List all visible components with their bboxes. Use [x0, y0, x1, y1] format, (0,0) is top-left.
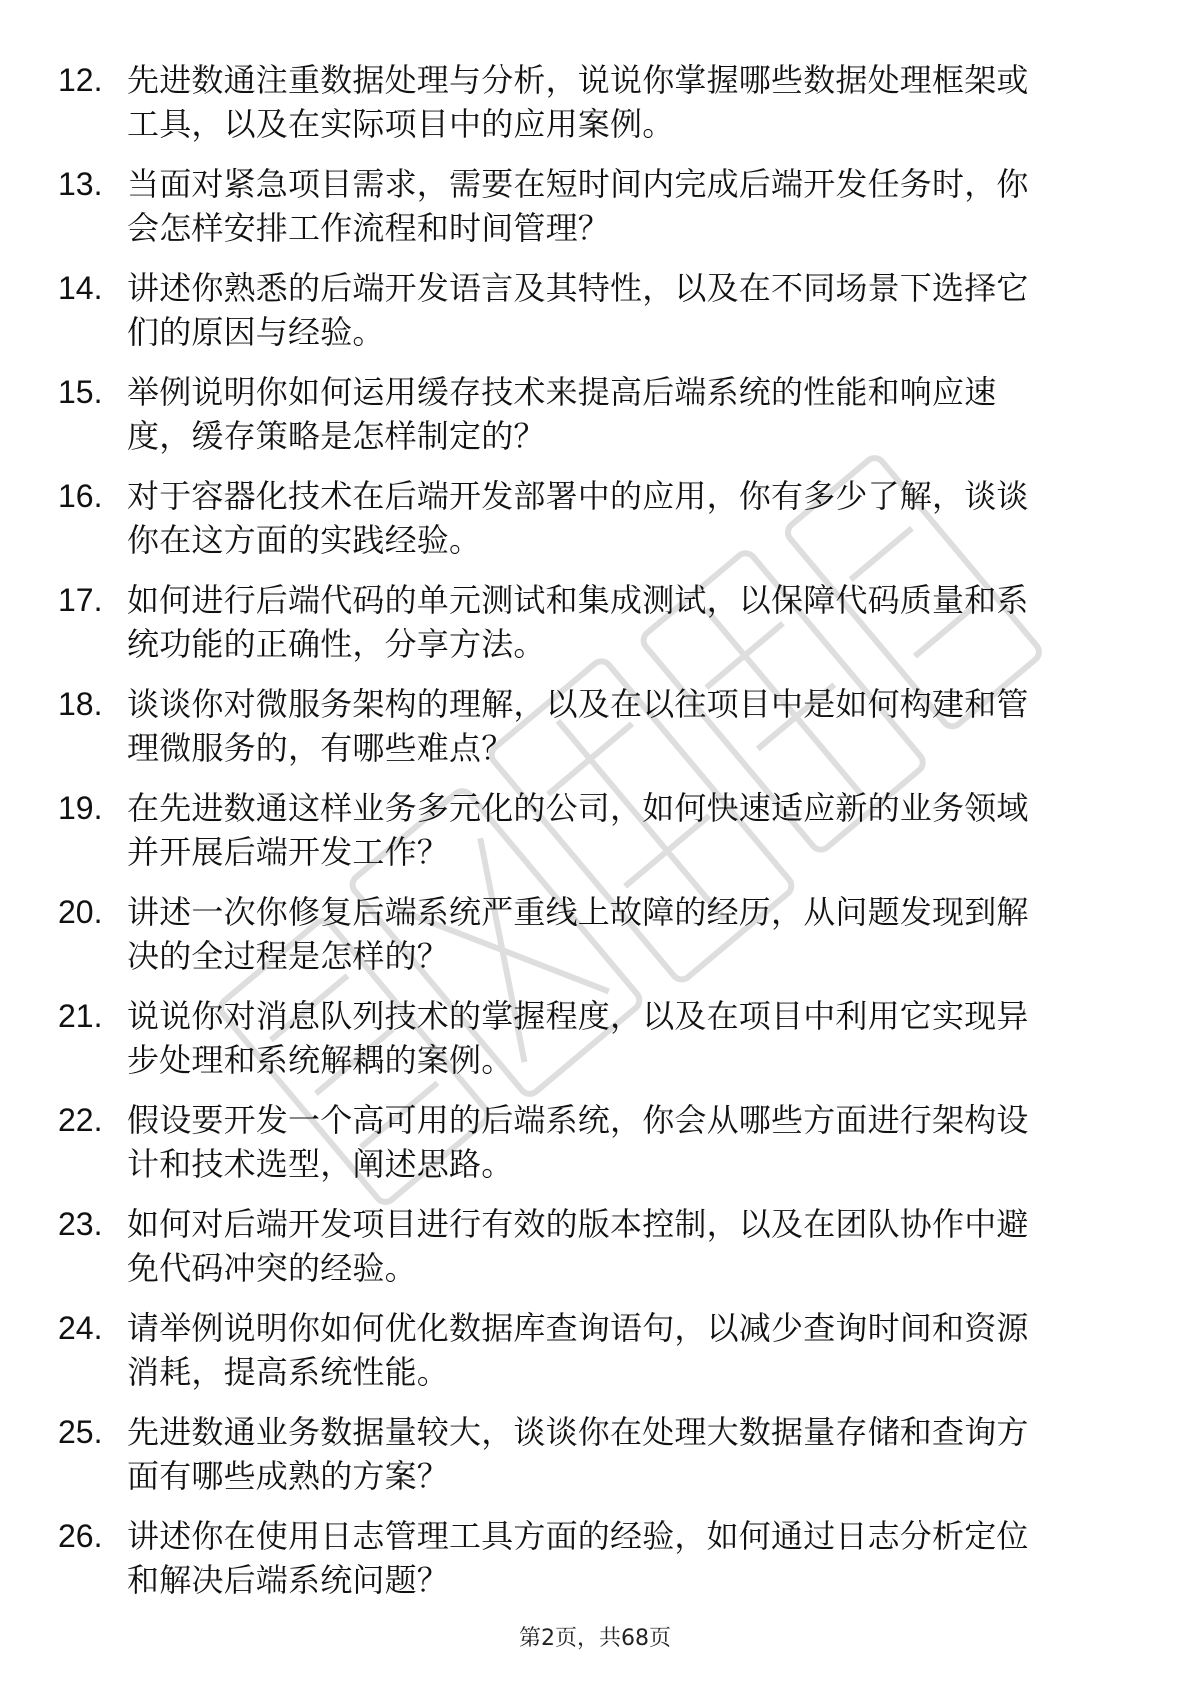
question-text: 先进数通注重数据处理与分析，说说你掌握哪些数据处理框架或 工具，以及在实际项目中的应用案例。 — [127, 61, 1029, 143]
question-text: 说说你对消息队列技术的掌握程度，以及在项目中利用它实现异 步处理和系统解耦的案例。 — [127, 997, 1029, 1079]
question-item — [0, 774, 1190, 878]
question-item — [0, 1190, 1190, 1294]
question-item — [0, 1086, 1190, 1190]
question-text: 在先进数通这样业务多元化的公司，如何快速适应新的业务领域 并开展后端开发工作？ — [127, 789, 1029, 871]
question-text: 举例说明你如何运用缓存技术来提高后端系统的性能和响应速 度，缓存策略是怎样制定的？ — [127, 373, 997, 455]
question-number: 12. — [58, 62, 103, 98]
question-item — [0, 1398, 1190, 1502]
question-number: 19. — [58, 790, 103, 826]
question-text: 讲述你在使用日志管理工具方面的经验，如何通过日志分析定位 和解决后端系统问题？ — [127, 1517, 1029, 1599]
question-item — [0, 462, 1190, 566]
question-item — [0, 982, 1190, 1086]
question-text: 假设要开发一个高可用的后端系统，你会从哪些方面进行架构设 计和技术选型，阐述思路。 — [127, 1101, 1029, 1183]
question-item — [0, 566, 1190, 670]
question-item — [0, 1294, 1190, 1398]
question-number: 24. — [58, 1310, 103, 1346]
question-number: 22. — [58, 1102, 103, 1138]
question-text: 请举例说明你如何优化数据库查询语句，以减少查询时间和资源 消耗，提高系统性能。 — [127, 1309, 1029, 1391]
question-number: 26. — [58, 1518, 103, 1554]
question-number: 21. — [58, 998, 103, 1034]
question-text: 先进数通业务数据量较大，谈谈你在处理大数据量存储和查询方 面有哪些成熟的方案？ — [127, 1413, 1029, 1495]
question-list — [0, 46, 1190, 1606]
question-item — [0, 878, 1190, 982]
page-number-label: 第2页，共68页 — [519, 1626, 671, 1651]
page-footer — [0, 1624, 1190, 1654]
question-number: 13. — [58, 166, 103, 202]
question-item — [0, 150, 1190, 254]
question-item — [0, 358, 1190, 462]
question-number: 17. — [58, 582, 103, 618]
question-item — [0, 254, 1190, 358]
question-number: 20. — [58, 894, 103, 930]
question-item — [0, 46, 1190, 150]
question-text: 如何进行后端代码的单元测试和集成测试，以保障代码质量和系 统功能的正确性，分享方法。 — [127, 581, 1029, 663]
question-text: 讲述一次你修复后端系统严重线上故障的经历，从问题发现到解 决的全过程是怎样的？ — [127, 893, 1029, 975]
question-number: 14. — [58, 270, 103, 306]
question-number: 25. — [58, 1414, 103, 1450]
question-text: 如何对后端开发项目进行有效的版本控制，以及在团队协作中避 免代码冲突的经验。 — [127, 1205, 1029, 1287]
question-number: 16. — [58, 478, 103, 514]
question-text: 对于容器化技术在后端开发部署中的应用，你有多少了解，谈谈 你在这方面的实践经验。 — [127, 477, 1029, 559]
question-item — [0, 670, 1190, 774]
question-number: 18. — [58, 686, 103, 722]
question-number: 23. — [58, 1206, 103, 1242]
question-text: 当面对紧急项目需求，需要在短时间内完成后端开发任务时，你 会怎样安排工作流程和时间管理？ — [127, 165, 1029, 247]
question-text: 讲述你熟悉的后端开发语言及其特性，以及在不同场景下选择它 们的原因与经验。 — [127, 269, 1029, 351]
question-item — [0, 1502, 1190, 1606]
question-number: 15. — [58, 374, 103, 410]
question-text: 谈谈你对微服务架构的理解，以及在以往项目中是如何构建和管 理微服务的，有哪些难点？ — [127, 685, 1029, 767]
